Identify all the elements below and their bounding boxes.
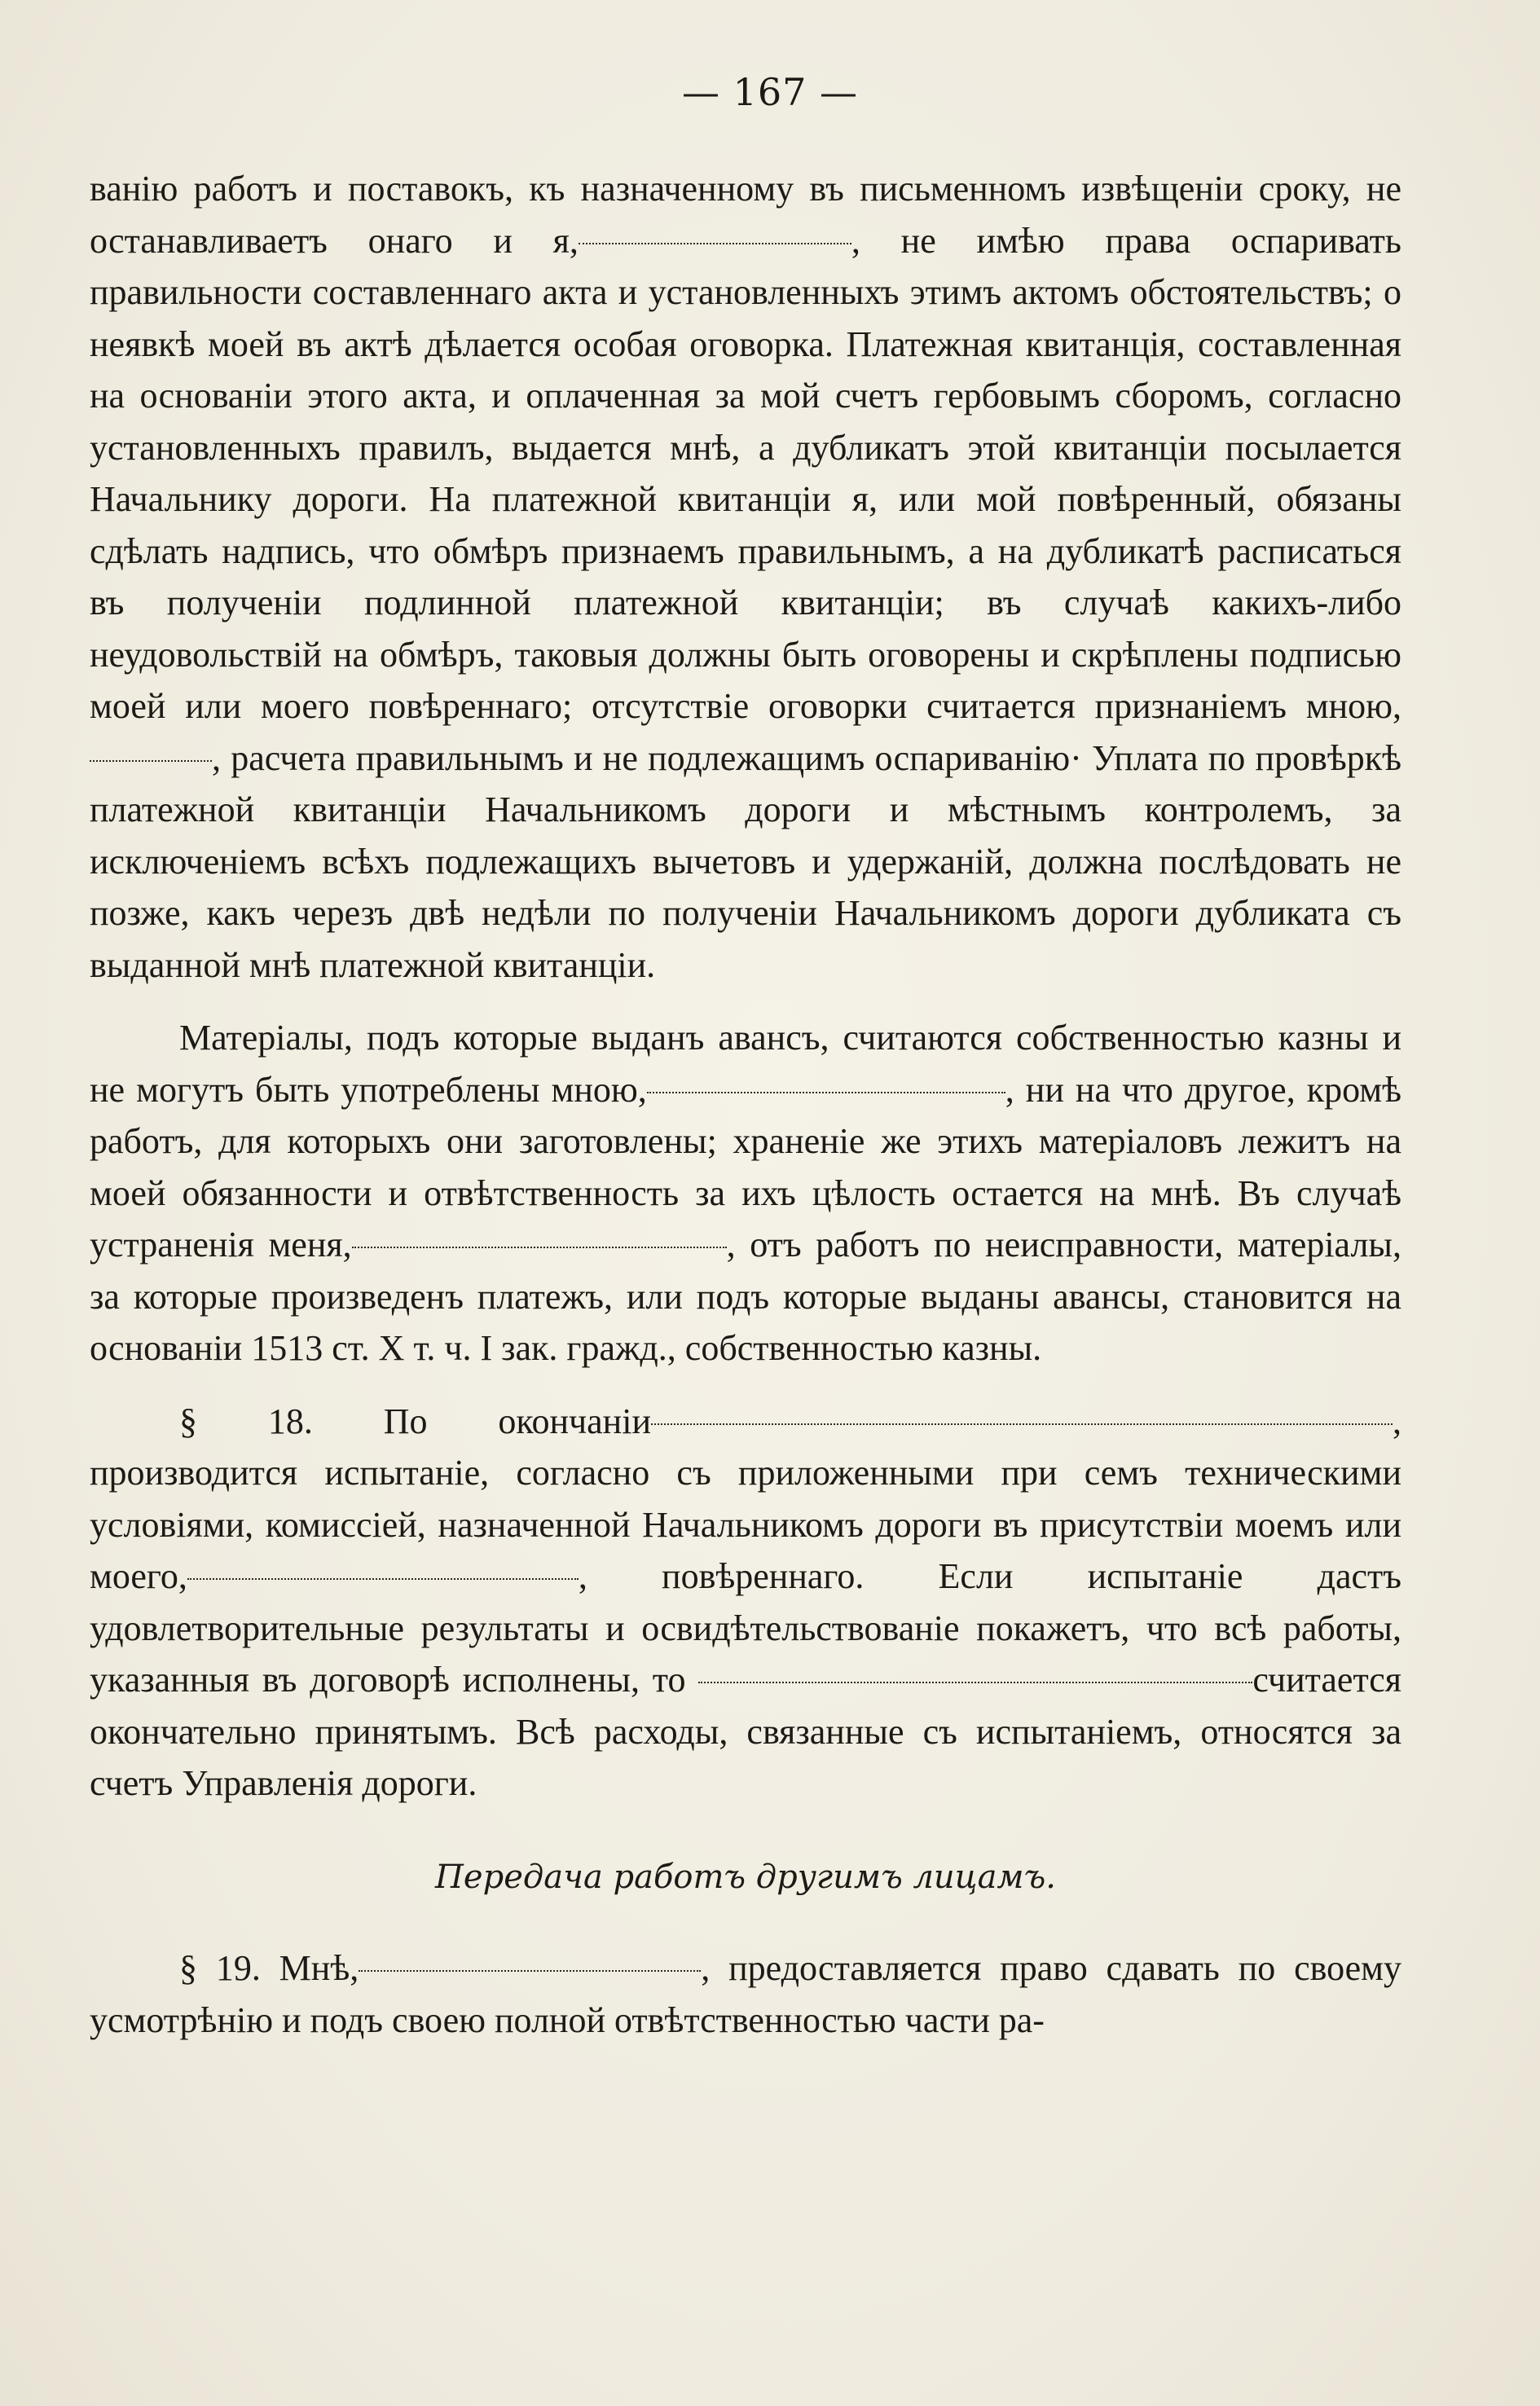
blank-line xyxy=(90,759,212,762)
text-span: , отъ работъ по неисправности, матеріалы, за которые произведенъ платежъ, или подъ которые выданы авансы, становится на основаніи 1513 ст. X т. ч. I зак. гражд., собственностью казны. xyxy=(90,1225,1401,1368)
paragraph-section-19 xyxy=(90,1942,1401,2046)
text-span: , расчета правильнымъ и не подлежащимъ оспариванію· Уплата по провѣркѣ платежной квитанціи Начальникомъ дороги и мѣстнымъ контролемъ, за исключеніемъ всѣхъ подлежащихъ вычетовъ и удержаній, должна послѣдовать не позже, какъ черезъ двѣ недѣли по полученіи Начальникомъ дороги дубликата съ выданной мнѣ платежной квитанціи. xyxy=(90,737,1401,985)
section-heading: Передача работъ другимъ лицамъ. xyxy=(435,1858,1056,1896)
blank-line xyxy=(651,1423,1393,1425)
text-span: считается окончательно принятымъ. Всѣ расходы, связанные съ испытаніемъ, относятся за счетъ Управленія дороги. xyxy=(90,1660,1401,1803)
blank-line xyxy=(352,1246,727,1248)
blank-line xyxy=(698,1681,1252,1683)
paragraph-section-18 xyxy=(90,1396,1401,1810)
text-span: , не имѣю права оспаривать правильности составленнаго акта и установленныхъ этимъ актомъ обстоятельствъ; о неявкѣ моей въ актѣ дѣлается особая оговорка. Платежная квитанція, составленная на основаніи этого акта, и оплаченная за мой счетъ гербовымъ сборомъ, согласно установленныхъ правилъ, выдается мнѣ, а дубликатъ этой квитанціи посылается Начальнику дороги. На платежной квитанціи я, или мой повѣренный, обязаны сдѣлать надпись, что обмѣръ признаемъ правильнымъ, а на дубликатѣ расписаться въ полученіи подлинной платежной квитанціи; въ случаѣ какихъ-либо неудовольствій на обмѣръ, таковыя должны быть оговорены и скрѣплены подписью моей или моего повѣреннаго; отсутствіе оговорки считается признаніемъ мною, xyxy=(90,220,1401,726)
blank-line xyxy=(187,1577,579,1580)
text-span: , повѣреннаго. Если испытаніе дастъ удовлетворительные результаты и освидѣтельствованіе покажетъ, что всѣ работы, указанныя въ договорѣ исполнены, то xyxy=(90,1556,1401,1700)
paragraph-payment-receipt xyxy=(90,163,1401,991)
text-span: , предоставляется право сдавать по своему усмотрѣнію и подъ своею полной отвѣтственностью части ра- xyxy=(90,1948,1402,2040)
blank-line xyxy=(359,1969,701,1972)
page-body xyxy=(90,163,1401,2046)
blank-line xyxy=(579,242,851,244)
text-span: Матеріалы, подъ которые выданъ авансъ, считаются собственностью казны и не могутъ быть употреблены мною, xyxy=(90,1018,1401,1110)
text-span: , производится испытаніе, согласно съ приложенными при семъ техническими условіями, комиссіей, назначенной Начальникомъ дороги въ присутствіи моемъ или моего, xyxy=(90,1401,1401,1596)
blank-line xyxy=(647,1091,1005,1093)
text-span: ванію работъ и поставокъ, къ назначенному въ письменномъ извѣщеніи сроку, не останавливаетъ онаго и я, xyxy=(90,169,1401,261)
paragraph-materials xyxy=(90,1012,1401,1375)
text-span: § 18. По окончаніи xyxy=(179,1401,651,1441)
text-span: § 19. Мнѣ, xyxy=(179,1948,359,1988)
page-number: — 167 — xyxy=(681,70,859,114)
text-span: , ни на что другое, кромѣ работъ, для которыхъ они заготовлены; храненіе же этихъ матеріаловъ лежитъ на моей обязанности и отвѣтственность за ихъ цѣлость остается на мнѣ. Въ случаѣ устраненія меня, xyxy=(90,1069,1402,1265)
